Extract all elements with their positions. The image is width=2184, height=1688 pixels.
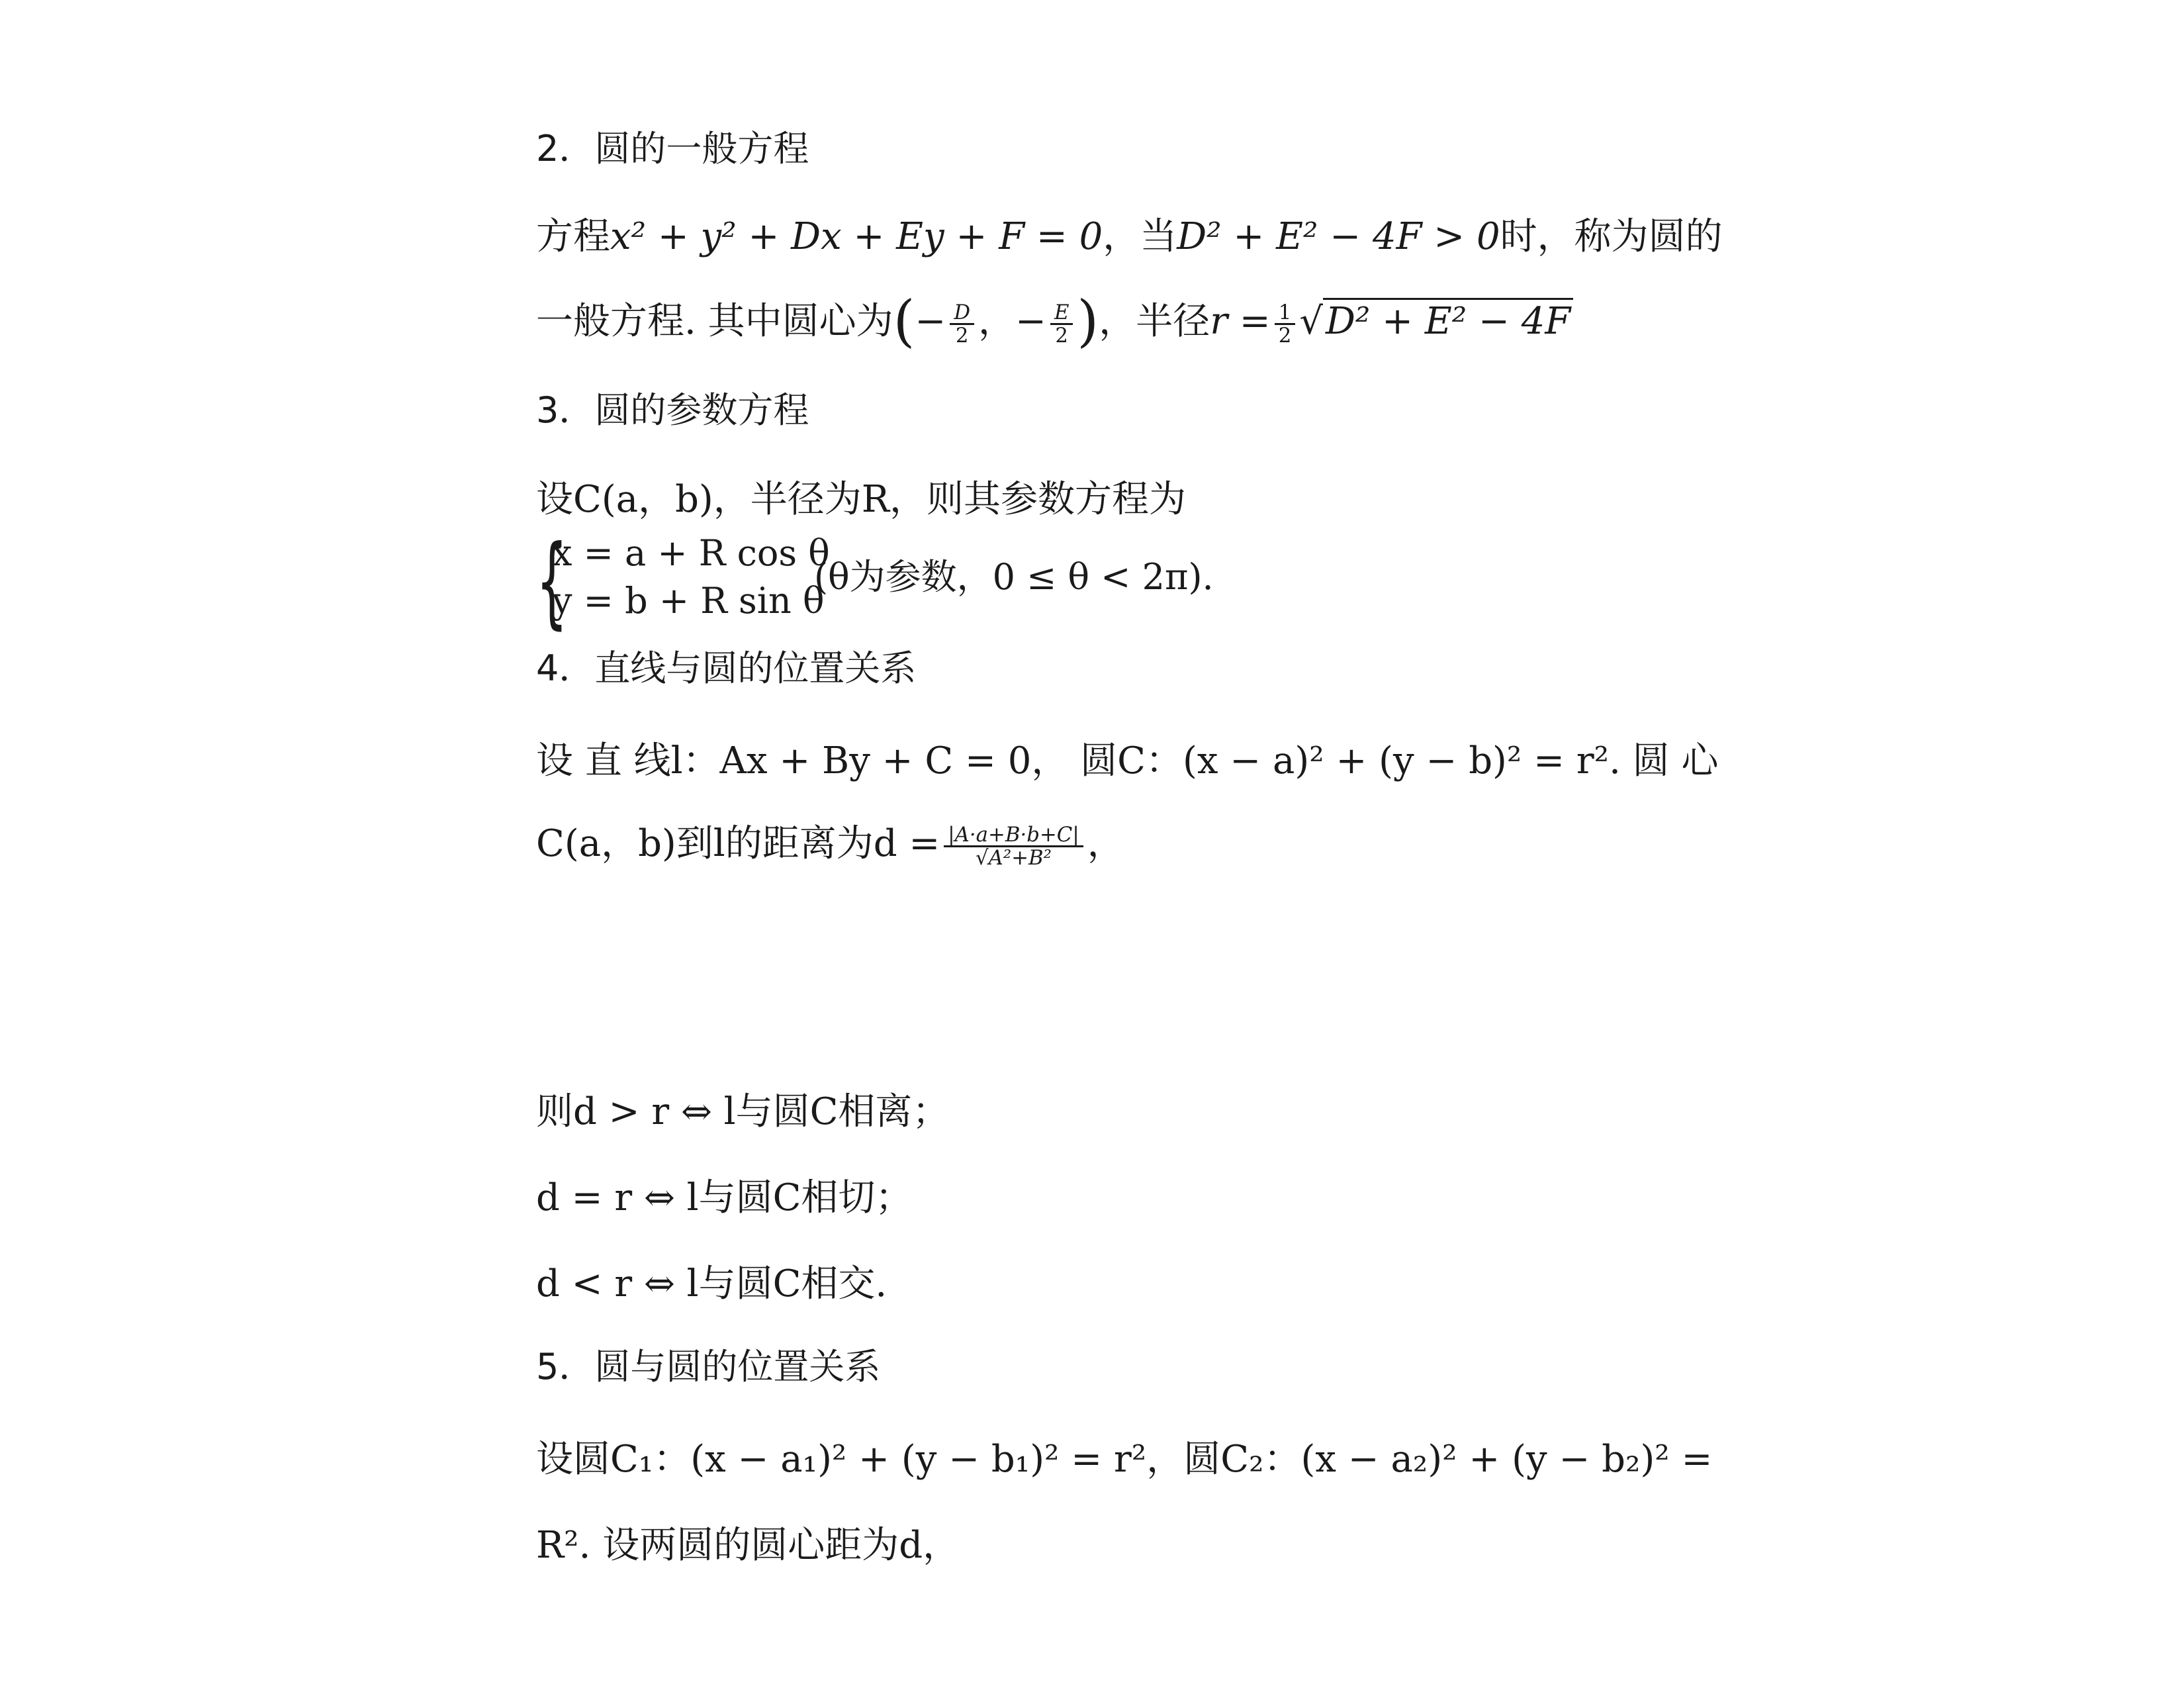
- distance-denominator: √A²+B²: [975, 846, 1052, 870]
- section-3-heading: 3．圆的参数方程: [536, 389, 809, 431]
- general-eq-math: x² + y² + Dx + Ey + F = 0: [610, 215, 1103, 258]
- parametric-row-x: x = a + R cos θ: [552, 532, 830, 574]
- distance-suffix: ，: [1087, 822, 1124, 865]
- left-brace: {: [536, 524, 568, 639]
- center-x-fraction: [950, 302, 974, 347]
- general-eq-condition: D² + E² − 4F > 0: [1177, 215, 1500, 258]
- center-x-denominator: 2: [955, 323, 969, 348]
- section-2-general-equation-line: [536, 211, 1723, 263]
- center-y-denominator: 2: [1055, 323, 1068, 348]
- general-eq-middle: ，当: [1103, 215, 1177, 258]
- center-y-fraction: [1050, 302, 1073, 347]
- section-2-heading: 2．圆的一般方程: [536, 128, 809, 169]
- case-separate: 则d > r ⇔ l与圆C相离；: [536, 1090, 950, 1133]
- parametric-row-y: y = b + R sin θ: [552, 580, 825, 622]
- general-eq-prefix: 方程: [536, 215, 610, 258]
- case-tangent: d = r ⇔ l与圆C相切；: [536, 1176, 913, 1219]
- section-3-parametric-intro: 设C(a，b)，半径为R，则其参数方程为: [536, 478, 1186, 521]
- radius-sqrt: √D² + E² − 4F: [1299, 295, 1573, 348]
- right-paren: ): [1077, 289, 1099, 353]
- parametric-rows: [552, 530, 830, 625]
- center-radius-prefix: 一般方程. 其中圆心为: [536, 299, 893, 343]
- half-fraction: [1275, 302, 1296, 347]
- distance-prefix: C(a，b)到l的距离为d =: [536, 822, 940, 865]
- section-4-line-circle-def: 设 直 线l：Ax + By + C = 0， 圆C：(x − a)² + (y − b)² = r². 圆 心: [536, 739, 1719, 782]
- parametric-condition: (θ为参数，0 ≤ θ < 2π).: [814, 556, 1214, 598]
- section-2-center-radius-line: 一般方程. 其中圆心为(− $\frac{D}{2}$ ，− $\frac{E}{2}$ )，半径r = $\frac{1}{2}$ √D² + E² − 4F: [536, 295, 1573, 348]
- radius-var: r =: [1210, 299, 1271, 343]
- section-4-distance-line: [536, 818, 1124, 870]
- case-intersect: d < r ⇔ l与圆C相交.: [536, 1262, 887, 1305]
- distance-numerator: |A·a+B·b+C|: [944, 824, 1083, 847]
- section-5-heading: 5．圆与圆的位置关系: [536, 1346, 881, 1387]
- section-4-heading: 4．直线与圆的位置关系: [536, 647, 917, 689]
- center-x-numerator: D: [950, 302, 974, 325]
- half-numerator: 1: [1275, 302, 1296, 325]
- section-5-circles-def: 设圆C₁：(x − a₁)² + (y − b₁)² = r²，圆C₂：(x − a₂)² + (y − b₂)² =: [536, 1438, 1713, 1481]
- distance-fraction: [944, 824, 1083, 869]
- left-paren: (: [893, 289, 915, 353]
- center-y-numerator: E: [1050, 302, 1073, 325]
- general-eq-suffix: 时，称为圆的: [1500, 215, 1723, 258]
- half-denominator: 2: [1278, 323, 1292, 348]
- radius-label: ，半径: [1099, 299, 1210, 343]
- section-5-center-distance: R². 设两圆的圆心距为d，: [536, 1524, 960, 1567]
- radius-radicand: D² + E² − 4F: [1323, 298, 1573, 343]
